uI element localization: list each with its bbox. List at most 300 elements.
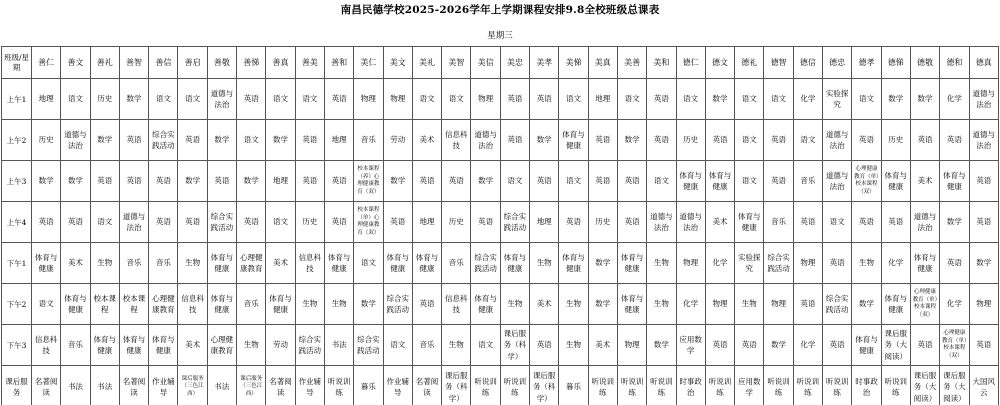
schedule-cell: 地理 xyxy=(32,79,61,120)
schedule-cell: 地理 xyxy=(530,202,559,243)
schedule-cell: 英语 xyxy=(910,120,939,161)
schedule-cell: 历史 xyxy=(881,120,910,161)
class-header: 善启 xyxy=(178,47,207,79)
schedule-cell: 道德与法治 xyxy=(823,120,852,161)
schedule-cell: 综合实践活动 xyxy=(500,202,529,243)
schedule-cell: 英语 xyxy=(647,120,676,161)
schedule-cell: 数学 xyxy=(969,243,999,284)
page-title: 南昌民德学校2025-2026学年上学期课程安排9.8全校班级总课表 xyxy=(340,4,660,16)
schedule-cell: 英语 xyxy=(530,161,559,202)
schedule-cell: 听说训练 xyxy=(617,366,646,405)
schedule-cell: 语文 xyxy=(823,202,852,243)
class-header: 德仁 xyxy=(676,47,705,79)
schedule-cell: 名著阅读 xyxy=(266,366,295,405)
schedule-cell: 综合实践活动 xyxy=(471,243,500,284)
period-label: 上午2 xyxy=(2,120,32,161)
schedule-cell: 校本课程 xyxy=(119,284,148,325)
schedule-cell: 生物 xyxy=(647,284,676,325)
schedule-cell: 体育与健康 xyxy=(324,243,353,284)
table-row xyxy=(2,284,999,325)
schedule-cell: 英语 xyxy=(119,120,148,161)
schedule-cell: 劳动 xyxy=(266,325,295,366)
class-header: 善礼 xyxy=(90,47,119,79)
schedule-cell: 道德与法治 xyxy=(471,120,500,161)
schedule-cell: 数学 xyxy=(764,325,793,366)
schedule-cell: 英语 xyxy=(32,202,61,243)
schedule-cell: 数学 xyxy=(266,120,295,161)
schedule-cell: 作业辅导 xyxy=(149,366,178,405)
schedule-cell: 课后服务（大阅读） xyxy=(910,366,939,405)
schedule-cell: 英语 xyxy=(149,161,178,202)
schedule-cell: 生物 xyxy=(530,243,559,284)
schedule-cell: 综合实践活动 xyxy=(354,325,383,366)
period-label: 下午2 xyxy=(2,284,32,325)
schedule-cell: 英语 xyxy=(588,161,617,202)
schedule-cell: 校本课程（单）心理健康教育（双） xyxy=(354,202,383,243)
schedule-cell: 体育与健康 xyxy=(676,161,705,202)
schedule-cell: 美术 xyxy=(412,120,441,161)
table-row xyxy=(2,79,999,120)
schedule-cell: 体育与健康 xyxy=(266,284,295,325)
schedule-cell: 化学 xyxy=(881,243,910,284)
schedule-cell: 语文 xyxy=(676,79,705,120)
schedule-cell: 生物 xyxy=(852,243,881,284)
schedule-cell: 语文 xyxy=(149,79,178,120)
schedule-cell: 历史 xyxy=(442,202,471,243)
class-header: 美礼 xyxy=(412,47,441,79)
schedule-cell: 英语 xyxy=(530,325,559,366)
schedule-cell: 心理健康教育（单）校本课程（双） xyxy=(852,161,881,202)
schedule-cell: 物理 xyxy=(969,284,999,325)
schedule-cell: 听说训练 xyxy=(705,366,734,405)
schedule-cell: 化学 xyxy=(705,243,734,284)
class-header: 德文 xyxy=(705,47,734,79)
schedule-cell: 听说训练 xyxy=(764,366,793,405)
schedule-cell: 英语 xyxy=(940,243,969,284)
class-header: 德和 xyxy=(940,47,969,79)
schedule-cell: 道德与法治 xyxy=(969,79,999,120)
schedule-cell: 综合实践活动 xyxy=(764,243,793,284)
schedule-cell: 语文 xyxy=(266,202,295,243)
schedule-cell: 语文 xyxy=(559,79,588,120)
schedule-cell: 语文 xyxy=(647,161,676,202)
schedule-cell: 英语 xyxy=(588,120,617,161)
schedule-cell: 数学 xyxy=(178,161,207,202)
schedule-cell: 英语 xyxy=(764,161,793,202)
schedule-cell: 数学 xyxy=(881,79,910,120)
schedule-cell: 音乐 xyxy=(764,202,793,243)
period-label: 上午3 xyxy=(2,161,32,202)
schedule-cell: 心理健康教育 xyxy=(149,284,178,325)
schedule-cell: 数学 xyxy=(119,79,148,120)
schedule-cell: 应用数学 xyxy=(676,325,705,366)
schedule-cell: 物理 xyxy=(676,243,705,284)
schedule-cell: 英语 xyxy=(471,202,500,243)
schedule-cell: 语文 xyxy=(617,79,646,120)
schedule-cell: 英语 xyxy=(617,161,646,202)
table-row xyxy=(2,325,999,366)
schedule-cell: 英语 xyxy=(61,202,90,243)
schedule-cell: 语文 xyxy=(852,79,881,120)
schedule-cell: 听说训练 xyxy=(823,366,852,405)
schedule-cell: 英语 xyxy=(705,120,734,161)
schedule-cell: 课后服务（科学） xyxy=(442,366,471,405)
schedule-cell: 体育与健康 xyxy=(119,325,148,366)
class-header: 美真 xyxy=(588,47,617,79)
schedule-cell: 语文 xyxy=(295,79,324,120)
schedule-cell: 听说训练 xyxy=(500,366,529,405)
schedule-cell: 名著阅读 xyxy=(32,366,61,405)
schedule-cell: 英语 xyxy=(705,325,734,366)
schedule-cell: 课后服务（大阅读） xyxy=(940,366,969,405)
schedule-cell: 生物 xyxy=(500,284,529,325)
schedule-cell: 名著阅读 xyxy=(412,366,441,405)
class-header: 德礼 xyxy=(735,47,764,79)
schedule-cell: 劳动 xyxy=(383,120,412,161)
schedule-cell: 物理 xyxy=(793,243,822,284)
schedule-cell: 生物 xyxy=(295,284,324,325)
schedule-cell: 英语 xyxy=(852,120,881,161)
schedule-cell: 英语 xyxy=(969,161,999,202)
schedule-cell: 道德与法治 xyxy=(969,120,999,161)
class-header: 美忠 xyxy=(500,47,529,79)
schedule-cell: 英语 xyxy=(969,325,999,366)
schedule-cell: 英语 xyxy=(969,202,999,243)
schedule-cell: 英语 xyxy=(295,161,324,202)
schedule-cell: 信息科技 xyxy=(178,284,207,325)
schedule-cell: 数学 xyxy=(61,161,90,202)
schedule-cell: 综合实践活动 xyxy=(295,325,324,366)
schedule-cell: 数学 xyxy=(471,161,500,202)
schedule-cell: 语文 xyxy=(61,79,90,120)
schedule-cell: 音乐 xyxy=(442,243,471,284)
table-row xyxy=(2,243,999,284)
schedule-cell: 物理 xyxy=(764,284,793,325)
schedule-cell: 美术 xyxy=(910,161,939,202)
schedule-cell: 美术 xyxy=(588,325,617,366)
schedule-cell: 数学 xyxy=(705,79,734,120)
schedule-table xyxy=(1,46,999,405)
class-header: 善智 xyxy=(119,47,148,79)
schedule-cell: 名著阅读 xyxy=(119,366,148,405)
class-header: 善悌 xyxy=(237,47,266,79)
schedule-cell: 生物 xyxy=(237,325,266,366)
period-label: 上午1 xyxy=(2,79,32,120)
class-header: 德智 xyxy=(764,47,793,79)
schedule-cell: 信息科技 xyxy=(442,120,471,161)
schedule-cell: 课后服务（大阅读） xyxy=(881,325,910,366)
schedule-cell: 书法 xyxy=(324,325,353,366)
schedule-cell: 英语 xyxy=(500,120,529,161)
schedule-cell: 体育与健康 xyxy=(207,243,236,284)
schedule-cell: 校本课程（养）心理健康教育（双） xyxy=(354,161,383,202)
schedule-cell: 英语 xyxy=(735,325,764,366)
class-header: 善仁 xyxy=(32,47,61,79)
schedule-cell: 体育与健康 xyxy=(412,243,441,284)
schedule-cell: 书法 xyxy=(61,366,90,405)
schedule-cell: 道德与法治 xyxy=(647,202,676,243)
schedule-cell: 语文 xyxy=(383,325,412,366)
schedule-cell: 英语 xyxy=(383,202,412,243)
schedule-cell: 体育与健康 xyxy=(705,161,734,202)
schedule-cell: 化学 xyxy=(940,284,969,325)
schedule-cell: 生物 xyxy=(647,243,676,284)
schedule-cell: 道德与法治 xyxy=(207,79,236,120)
schedule-cell: 体育与健康 xyxy=(940,161,969,202)
schedule-cell: 综合实践活动 xyxy=(383,284,412,325)
class-header: 美和 xyxy=(647,47,676,79)
schedule-cell: 语文 xyxy=(793,120,822,161)
schedule-cell: 语文 xyxy=(735,161,764,202)
schedule-cell: 英语 xyxy=(793,202,822,243)
class-header: 德敬 xyxy=(910,47,939,79)
schedule-cell: 历史 xyxy=(32,120,61,161)
schedule-cell: 音乐 xyxy=(412,325,441,366)
class-header: 德信 xyxy=(793,47,822,79)
schedule-cell: 音乐 xyxy=(61,325,90,366)
table-row xyxy=(2,366,999,405)
schedule-cell: 暮乐 xyxy=(559,366,588,405)
schedule-cell: 英语 xyxy=(559,202,588,243)
schedule-cell: 数学 xyxy=(940,202,969,243)
class-header: 善美 xyxy=(295,47,324,79)
schedule-cell: 地理 xyxy=(588,79,617,120)
schedule-cell: 实验探究 xyxy=(823,79,852,120)
schedule-cell: 美术 xyxy=(705,202,734,243)
schedule-cell: 语文 xyxy=(178,79,207,120)
schedule-cell: 大国风云 xyxy=(969,366,999,405)
schedule-cell: 英语 xyxy=(793,284,822,325)
schedule-cell: 体育与健康 xyxy=(471,284,500,325)
corner-header: 班级/星期 xyxy=(2,47,32,79)
schedule-cell: 道德与法治 xyxy=(910,202,939,243)
schedule-cell: 时事政治 xyxy=(676,366,705,405)
schedule-cell: 美术 xyxy=(530,284,559,325)
class-header: 美孝 xyxy=(530,47,559,79)
schedule-cell: 化学 xyxy=(940,79,969,120)
schedule-cell: 生物 xyxy=(559,284,588,325)
schedule-cell: 语文 xyxy=(442,79,471,120)
schedule-cell: 生物 xyxy=(90,243,119,284)
schedule-cell: 语文 xyxy=(412,79,441,120)
schedule-cell: 体育与健康 xyxy=(852,325,881,366)
schedule-cell: 英语 xyxy=(881,202,910,243)
schedule-cell: 英语 xyxy=(324,79,353,120)
schedule-cell: 音乐 xyxy=(793,161,822,202)
schedule-cell: 数学 xyxy=(354,284,383,325)
schedule-cell: 英语 xyxy=(178,202,207,243)
schedule-cell: 语文 xyxy=(90,202,119,243)
schedule-cell: 语文 xyxy=(735,79,764,120)
schedule-cell: 英语 xyxy=(500,79,529,120)
schedule-cell: 化学 xyxy=(793,325,822,366)
schedule-cell: 英语 xyxy=(178,120,207,161)
period-label: 下午1 xyxy=(2,243,32,284)
schedule-cell: 语文 xyxy=(559,161,588,202)
schedule-cell: 语文 xyxy=(266,79,295,120)
schedule-cell: 道德与法治 xyxy=(61,120,90,161)
schedule-cell: 数学 xyxy=(32,161,61,202)
class-header: 德真 xyxy=(969,47,999,79)
schedule-cell: 物理 xyxy=(383,79,412,120)
schedule-cell: 数学 xyxy=(910,79,939,120)
schedule-cell: 听说训练 xyxy=(881,366,910,405)
schedule-cell: 英语 xyxy=(647,79,676,120)
class-header: 美悌 xyxy=(559,47,588,79)
schedule-cell: 音乐 xyxy=(354,120,383,161)
schedule-cell: 英语 xyxy=(207,161,236,202)
schedule-cell: 英语 xyxy=(412,161,441,202)
schedule-cell: 听说训练 xyxy=(588,366,617,405)
schedule-cell: 美术 xyxy=(61,243,90,284)
class-header: 善敬 xyxy=(207,47,236,79)
schedule-cell: 体育与健康 xyxy=(559,120,588,161)
schedule-cell: 英语 xyxy=(295,120,324,161)
schedule-cell: 体育与健康 xyxy=(500,243,529,284)
schedule-cell: 数学 xyxy=(383,161,412,202)
schedule-cell: 英语 xyxy=(324,202,353,243)
schedule-cell: 体育与健康 xyxy=(735,202,764,243)
schedule-cell: 数学 xyxy=(237,161,266,202)
schedule-cell: 英语 xyxy=(237,79,266,120)
table-row xyxy=(2,161,999,202)
schedule-cell: 英语 xyxy=(119,161,148,202)
schedule-cell: 音乐 xyxy=(237,284,266,325)
class-header: 德悌 xyxy=(881,47,910,79)
schedule-cell: 语文 xyxy=(237,120,266,161)
schedule-cell: 英语 xyxy=(823,325,852,366)
schedule-cell: 英语 xyxy=(237,202,266,243)
schedule-cell: 书法 xyxy=(90,366,119,405)
schedule-cell: 综合实践活动 xyxy=(207,202,236,243)
schedule-cell: 生物 xyxy=(178,243,207,284)
schedule-cell: 信息科技 xyxy=(295,243,324,284)
class-header: 善文 xyxy=(61,47,90,79)
schedule-cell: 历史 xyxy=(295,202,324,243)
schedule-cell: 物理 xyxy=(354,79,383,120)
schedule-cell: 语文 xyxy=(735,120,764,161)
schedule-cell: 综合实践活动 xyxy=(149,120,178,161)
class-header: 美智 xyxy=(442,47,471,79)
class-header: 善信 xyxy=(149,47,178,79)
class-header: 美信 xyxy=(471,47,500,79)
schedule-cell: 美术 xyxy=(266,243,295,284)
class-header: 德孝 xyxy=(852,47,881,79)
class-header: 美仁 xyxy=(354,47,383,79)
schedule-cell: 语文 xyxy=(354,243,383,284)
schedule-cell: 听说训练 xyxy=(647,366,676,405)
schedule-cell: 心理健康教育（单）校本课程（双） xyxy=(910,284,939,325)
schedule-cell: 体育与健康 xyxy=(90,325,119,366)
schedule-cell: 化学 xyxy=(676,284,705,325)
schedule-cell: 地理 xyxy=(324,120,353,161)
class-header: 德忠 xyxy=(823,47,852,79)
schedule-cell: 体育与健康 xyxy=(617,243,646,284)
schedule-cell: 综合实践活动 xyxy=(823,284,852,325)
schedule-cell: 语文 xyxy=(471,325,500,366)
class-header: 美善 xyxy=(617,47,646,79)
schedule-cell: 心理健康教育 xyxy=(237,243,266,284)
schedule-cell: 化学 xyxy=(793,79,822,120)
schedule-cell: 地理 xyxy=(412,202,441,243)
schedule-cell: 音乐 xyxy=(119,243,148,284)
schedule-cell: 英语 xyxy=(617,202,646,243)
schedule-cell: 信息科技 xyxy=(32,325,61,366)
schedule-cell: 听说训练 xyxy=(324,366,353,405)
schedule-cell: 道德与法治 xyxy=(676,202,705,243)
schedule-cell: 道德与法治 xyxy=(119,202,148,243)
schedule-cell: 体育与健康 xyxy=(559,243,588,284)
schedule-cell: 听说训练 xyxy=(471,366,500,405)
table-row xyxy=(2,202,999,243)
schedule-cell: 英语 xyxy=(764,120,793,161)
schedule-cell: 物理 xyxy=(617,325,646,366)
schedule-cell: 语文 xyxy=(500,161,529,202)
schedule-cell: 数学 xyxy=(852,284,881,325)
class-header: 美文 xyxy=(383,47,412,79)
schedule-cell: 英语 xyxy=(940,120,969,161)
schedule-cell: 体育与健康 xyxy=(910,243,939,284)
schedule-cell: 实验探究 xyxy=(735,243,764,284)
schedule-cell: 生物 xyxy=(559,325,588,366)
schedule-cell: 课后服务（科学） xyxy=(530,366,559,405)
schedule-cell: 应用数学 xyxy=(735,366,764,405)
schedule-cell: 心理健康教育 xyxy=(207,325,236,366)
schedule-cell: 作业辅导 xyxy=(295,366,324,405)
period-label: 课后服务 xyxy=(2,366,32,405)
schedule-cell: 数学 xyxy=(90,120,119,161)
schedule-cell: 美术 xyxy=(178,325,207,366)
class-header: 善真 xyxy=(266,47,295,79)
schedule-cell: 物理 xyxy=(705,284,734,325)
header-row xyxy=(2,47,999,79)
schedule-body xyxy=(2,79,999,405)
schedule-cell: 校本课程 xyxy=(90,284,119,325)
schedule-cell: 课后服务（三色江西） xyxy=(178,366,207,405)
schedule-cell: 英语 xyxy=(90,161,119,202)
schedule-cell: 生物 xyxy=(442,325,471,366)
schedule-cell: 体育与健康 xyxy=(881,161,910,202)
schedule-cell: 课后服务（科学） xyxy=(500,325,529,366)
schedule-cell: 时事政治 xyxy=(852,366,881,405)
schedule-cell: 英语 xyxy=(530,79,559,120)
schedule-cell: 数学 xyxy=(617,120,646,161)
schedule-cell: 音乐 xyxy=(149,243,178,284)
class-header: 善和 xyxy=(324,47,353,79)
schedule-cell: 书法 xyxy=(207,366,236,405)
schedule-cell: 听说训练 xyxy=(793,366,822,405)
schedule-cell: 体育与健康 xyxy=(881,284,910,325)
schedule-cell: 历史 xyxy=(588,202,617,243)
schedule-cell: 英语 xyxy=(910,325,939,366)
schedule-cell: 英语 xyxy=(412,284,441,325)
schedule-cell: 体育与健康 xyxy=(617,284,646,325)
table-row xyxy=(2,120,999,161)
schedule-cell: 体育与健康 xyxy=(149,325,178,366)
schedule-cell: 语文 xyxy=(32,284,61,325)
period-label: 下午3 xyxy=(2,325,32,366)
schedule-cell: 语文 xyxy=(764,79,793,120)
schedule-cell: 体育与健康 xyxy=(32,243,61,284)
schedule-cell: 体育与健康 xyxy=(61,284,90,325)
schedule-cell: 生物 xyxy=(735,284,764,325)
schedule-cell: 生物 xyxy=(324,284,353,325)
schedule-cell: 历史 xyxy=(676,120,705,161)
schedule-cell: 英语 xyxy=(324,161,353,202)
schedule-cell: 道德与法治 xyxy=(823,161,852,202)
schedule-cell: 心理健康教育（单）校本课程（双） xyxy=(940,325,969,366)
schedule-cell: 体育与健康 xyxy=(207,284,236,325)
